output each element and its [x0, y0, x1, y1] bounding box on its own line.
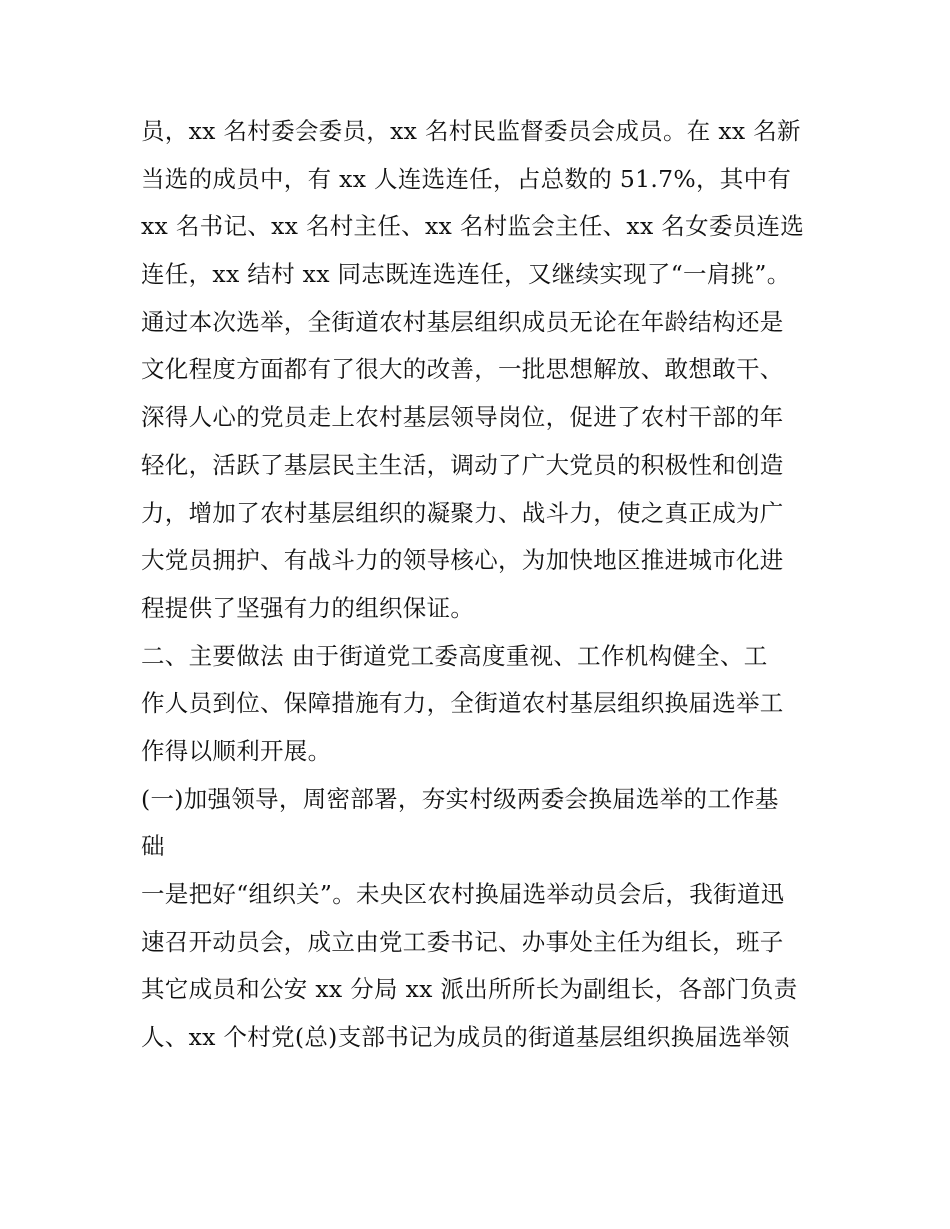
subsection-heading-line: (一)加强领导，周密部署，夯实村级两委会换届选举的工作基 — [141, 784, 779, 813]
section-heading-line: 二、主要做法 由于街道党工委高度重视、工作机构健全、工 — [141, 641, 768, 670]
text-line: 轻化，活跃了基层民主生活，调动了广大党员的积极性和创造 — [141, 450, 784, 479]
text-line: 文化程度方面都有了很大的改善，一批思想解放、敢想敢干、 — [141, 355, 784, 384]
text-line: 程提供了坚强有力的组织保证。 — [141, 593, 475, 622]
text-line: 速召开动员会，成立由党工委书记、办事处主任为组长，班子 — [141, 927, 784, 956]
text-line: 深得人心的党员走上农村基层领导岗位，促进了农村干部的年 — [141, 403, 784, 432]
text-line: 通过本次选举，全街道农村基层组织成员无论在年龄结构还是 — [141, 307, 784, 336]
text-line: xx 名书记、xx 名村主任、xx 名村监会主任、xx 名女委员连选 — [141, 212, 805, 241]
text-line: 连任，xx 结村 xx 同志既连选连任，又继续实现了“一肩挑”。 — [141, 260, 791, 289]
text-line: 力，增加了农村基层组织的凝聚力、战斗力，使之真正成为广 — [141, 498, 784, 527]
subsection-heading-line: 础 — [141, 832, 165, 861]
text-line: 作人员到位、保障措施有力，全街道农村基层组织换届选举工 — [141, 689, 784, 718]
text-line: 作得以顺利开展。 — [141, 736, 332, 765]
text-line: 当选的成员中，有 xx 人连选连任，占总数的 51.7%，其中有 — [141, 164, 792, 193]
text-line: 人、xx 个村党(总)支部书记为成员的街道基层组织换届选举领 — [141, 1023, 790, 1052]
body-text — [141, 108, 821, 1062]
text-line: 大党员拥护、有战斗力的领导核心，为加快地区推进城市化进 — [141, 546, 784, 575]
text-line: 其它成员和公安 xx 分局 xx 派出所所长为副组长，各部门负责 — [141, 975, 798, 1004]
text-line: 员，xx 名村委会委员，xx 名村民监督委员会成员。在 xx 名新 — [141, 117, 801, 145]
text-line: 一是把好“组织关”。未央区农村换届选举动员会后，我街道迅 — [141, 880, 785, 908]
